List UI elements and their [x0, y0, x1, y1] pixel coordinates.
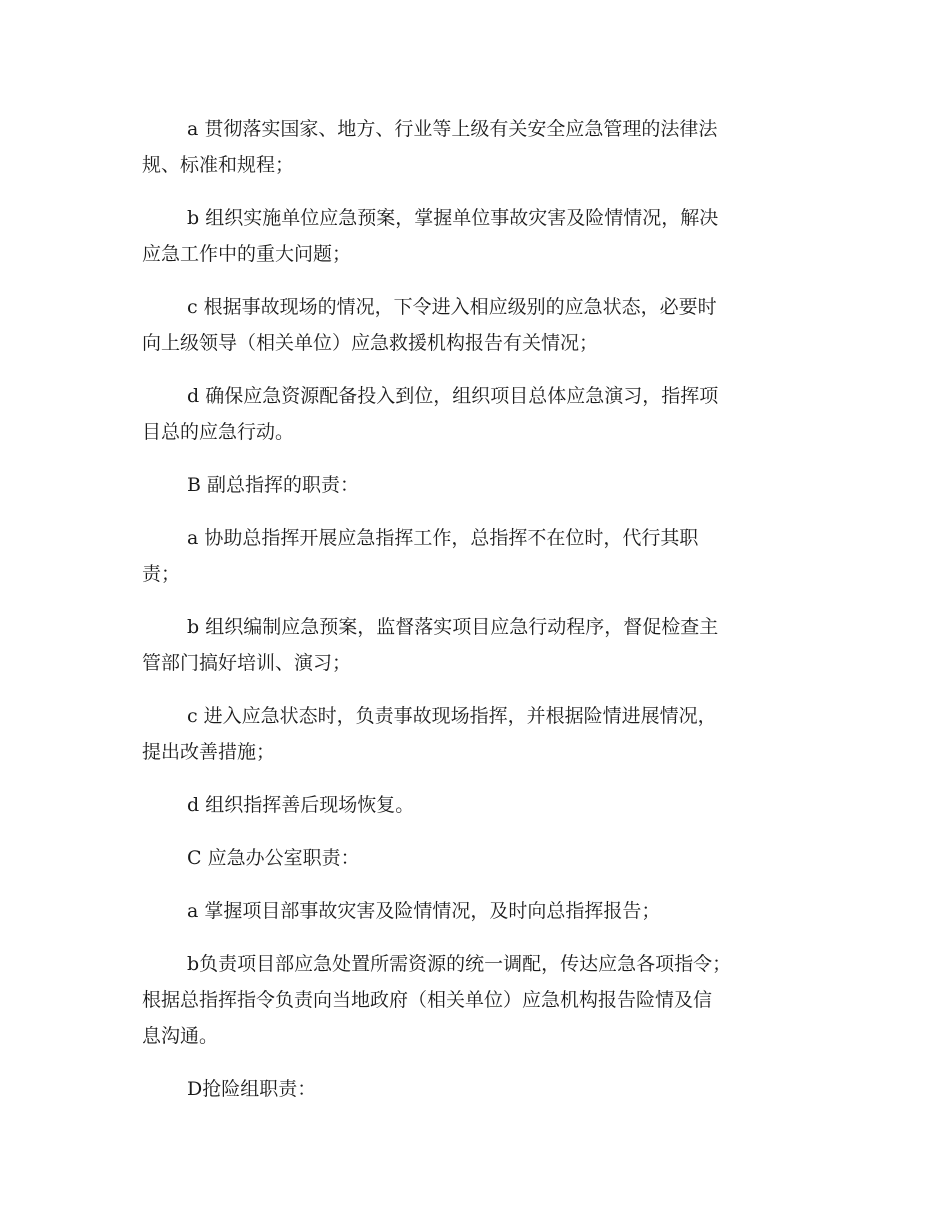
- section-heading-text: C 应急办公室职责：: [187, 847, 360, 869]
- paragraph-line: 目总的应急行动。: [142, 421, 295, 443]
- paragraph-a2: [142, 520, 802, 592]
- paragraph-line: 根据总指挥指令负责向当地政府（相关单位）应急机构报告险情及信: [142, 989, 713, 1011]
- paragraph-line: d 确保应急资源配备投入到位，组织项目总体应急演习，指挥项: [187, 385, 719, 407]
- paragraph-line: 息沟通。: [142, 1025, 219, 1047]
- paragraph-line: 应急工作中的重大问题；: [142, 243, 352, 265]
- paragraph-line: 向上级领导（相关单位）应急救援机构报告有关情况；: [142, 332, 599, 354]
- paragraph-line: 责；: [142, 563, 181, 585]
- section-heading-b: [142, 467, 802, 503]
- paragraph-b2: [142, 609, 802, 681]
- paragraph-line: a 贯彻落实国家、地方、行业等上级有关安全应急管理的法律法: [187, 118, 718, 140]
- paragraph-line: d 组织指挥善后现场恢复。: [187, 794, 415, 816]
- paragraph-line: c 进入应急状态时，负责事故现场指挥，并根据险情进展情况，: [187, 705, 717, 727]
- paragraph-line: b 组织实施单位应急预案，掌握单位事故灾害及险情情况，解决: [187, 207, 719, 229]
- section-heading-d: [142, 1071, 802, 1107]
- paragraph-line: 提出改善措施；: [142, 741, 276, 763]
- paragraph-d2: [142, 787, 802, 823]
- paragraph-line: a 掌握项目部事故灾害及险情情况，及时向总指挥报告；: [187, 900, 661, 922]
- section-heading-text: D抢险组职责：: [187, 1078, 317, 1100]
- paragraph-line: 管部门搞好培训、演习；: [142, 652, 352, 674]
- section-heading-c: [142, 840, 802, 876]
- paragraph-line: c 根据事故现场的情况，下令进入相应级别的应急状态，必要时: [187, 296, 717, 318]
- paragraph-line: 规、标准和规程；: [142, 154, 295, 176]
- document-body: [142, 111, 802, 1107]
- paragraph-d1: [142, 378, 802, 450]
- paragraph-a3: [142, 893, 802, 929]
- paragraph-c1: [142, 289, 802, 361]
- paragraph-line: a 协助总指挥开展应急指挥工作，总指挥不在位时，代行其职: [187, 527, 699, 549]
- paragraph-b3: [142, 946, 802, 1054]
- paragraph-b1: [142, 200, 802, 272]
- paragraph-c2: [142, 698, 802, 770]
- paragraph-line: b负责项目部应急处置所需资源的统一调配，传达应急各项指令；: [187, 953, 732, 975]
- paragraph-a1: [142, 111, 802, 183]
- section-heading-text: B 副总指挥的职责：: [187, 474, 360, 496]
- paragraph-line: b 组织编制应急预案，监督落实项目应急行动程序，督促检查主: [187, 616, 719, 638]
